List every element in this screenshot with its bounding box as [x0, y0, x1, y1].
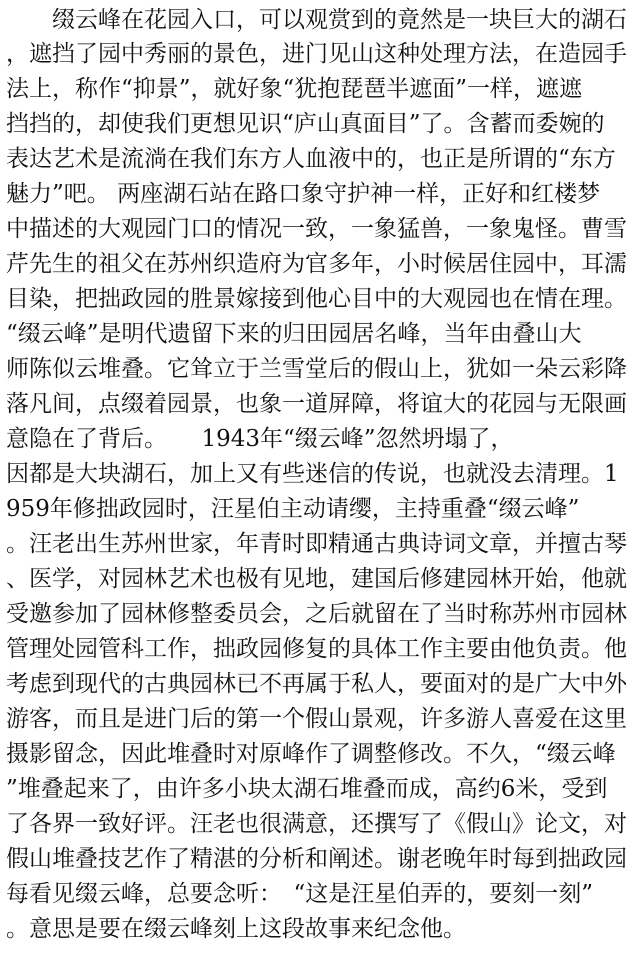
text-line: 了各界一致好评。汪老也很满意，还撰写了《假山》论文，对	[6, 811, 627, 837]
text-line: “缀云峰”是明代遗留下来的归田园居名峰，当年由叠山大	[6, 321, 582, 347]
text-line: 管理处园管科工作，拙政园修复的具体工作主要由他负责。他	[6, 636, 627, 662]
text-line: ”堆叠起来了，由许多小块太湖石堆叠而成，高约6米，受到	[6, 776, 608, 802]
text-line: 意隐在了背后。 1943年“缀云峰”忽然坍塌了，	[6, 426, 514, 452]
text-line: ，遮挡了园中秀丽的景色，进门见山这种处理方法，在造园手	[6, 41, 627, 67]
text-line: 中描述的大观园门口的情况一致，一象猛兽，一象鬼怪。曹雪	[6, 216, 627, 242]
text-line: 落凡间，点缀着园景，也象一道屏障，将谊大的花园与无限画	[6, 391, 627, 417]
text-line: 目染，把拙政园的胜景嫁接到他心目中的大观园也在情在理。	[6, 286, 627, 312]
text-line: 。意思是要在缀云峰刻上这段故事来纪念他。	[6, 916, 466, 942]
text-line: 因都是大块湖石，加上又有些迷信的传说，也就没去清理。1	[6, 461, 619, 487]
text-line: 游客，而且是进门后的第一个假山景观，许多游人喜爱在这里	[6, 706, 627, 732]
text-line: 挡挡的，却使我们更想见识“庐山真面目”了。含蓄而委婉的	[6, 111, 605, 137]
text-line: 每看见缀云峰，总要念听： “这是汪星伯弄的，要刻一刻”	[6, 881, 594, 907]
text-line: 假山堆叠技艺作了精湛的分析和阐述。谢老晚年时每到拙政园	[6, 846, 627, 872]
text-line: 。汪老出生苏州世家，年青时即精通古典诗词文章，并擅古琴	[6, 531, 627, 557]
text-line: 表达艺术是流淌在我们东方人血液中的，也正是所谓的“东方	[6, 146, 616, 172]
text-line: 摄影留念，因此堆叠时对原峰作了调整修改。不久，“缀云峰	[6, 741, 616, 767]
text-line: 芹先生的祖父在苏州织造府为官多年，小时候居住园中，耳濡	[6, 251, 627, 277]
text-line: 法上，称作“抑景”，就好象“犹抱琵琶半遮面”一样，遮遮	[6, 76, 583, 102]
text-line: 959年修拙政园时，汪星伯主动请缨，主持重叠“缀云峰”	[6, 496, 580, 522]
text-line: 魅力”吧。 两座湖石站在路口象守护神一样，正好和红楼梦	[6, 181, 601, 207]
text-line: 缀云峰在花园入口，可以观赏到的竟然是一块巨大的湖石	[6, 7, 627, 33]
text-line: 、医学，对园林艺术也极有见地，建国后修建园林开始，他就	[6, 566, 627, 592]
text-line: 受邀参加了园林修整委员会，之后就留在了当时称苏州市园林	[6, 601, 627, 627]
text-line: 师陈似云堆叠。它耸立于兰雪堂后的假山上，犹如一朵云彩降	[6, 356, 627, 382]
text-line: 考虑到现代的古典园林已不再属于私人，要面对的是广大中外	[6, 671, 627, 697]
